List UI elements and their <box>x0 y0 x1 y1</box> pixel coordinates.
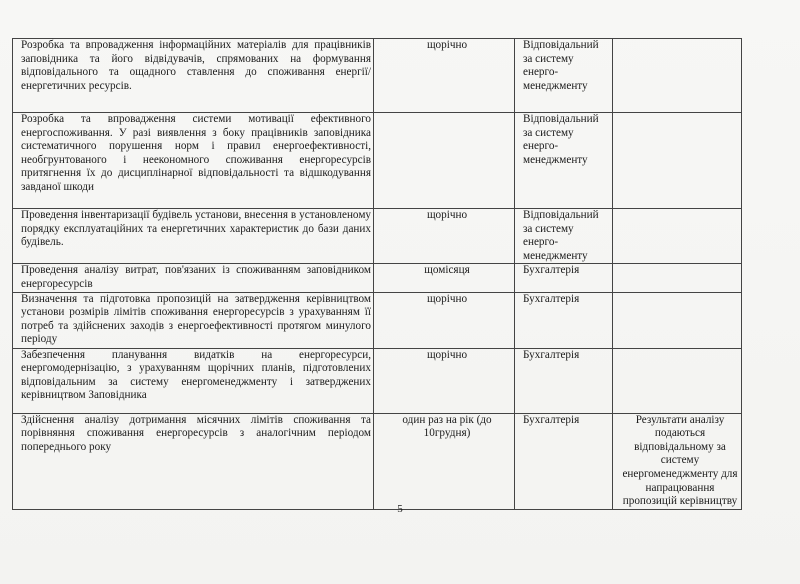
period-cell: щорічно <box>374 292 515 348</box>
responsible-cell: Відповідальний за систему енерго-менеджменту <box>515 39 613 113</box>
task-cell: Визначення та підготовка пропозицій на затвердження керівництвом установи розмірів лімітів споживання енергоресурсів з урахуванням її потреб та здійснених заходів з енергоефективності протягом минулого періоду <box>13 292 374 348</box>
table-row <box>13 264 742 292</box>
table-row <box>13 113 742 209</box>
period-cell: щорічно <box>374 348 515 413</box>
task-cell: Проведення інвентаризації будівель установи, внесення в установленому порядку експлуатаційних та енергетичних характеристик до бази даних будівель. <box>13 209 374 264</box>
responsible-cell: Відповідальний за систему енерго-менеджменту <box>515 113 613 209</box>
responsible-cell: Відповідальний за систему енерго-менеджменту <box>515 209 613 264</box>
table-row <box>13 292 742 348</box>
responsible-cell: Бухгалтерія <box>515 348 613 413</box>
result-cell <box>613 209 742 264</box>
task-cell: Проведення аналізу витрат, пов'язаних із споживанням заповідником енергоресурсів <box>13 264 374 292</box>
period-cell: щомісяця <box>374 264 515 292</box>
period-cell <box>374 113 515 209</box>
page-number: 5 <box>397 503 403 515</box>
table-row <box>13 209 742 264</box>
result-cell <box>613 348 742 413</box>
task-cell: Розробка та впровадження інформаційних матеріалів для працівників заповідника та його відвідувачів, спрямованих на формування відповідального та ощадного ставлення до споживання енергії/енергетичних ресурсів. <box>13 39 374 113</box>
result-cell <box>613 113 742 209</box>
table-row <box>13 413 742 509</box>
task-cell: Розробка та впровадження системи мотивації ефективного енергоспоживання. У разі виявлення з боку працівників заповідника систематичного порушення норм і правил енергоефективності, необгрунтованого і неекономного споживання енергоресурсів притягнення їх до дисциплінарної відповідальності та відшкодування завданої шкоди <box>13 113 374 209</box>
result-cell: Результати аналізу подаються відповідальному за систему енергоменеджменту для напрацювання пропозицій керівництву <box>613 413 742 509</box>
task-cell: Забезпечення планування видатків на енергоресурси, енергомодернізацію, з урахуванням щорічних планів, підготовлених відповідальним за систему енергоменеджменту і затверджених керівництвом Заповідника <box>13 348 374 413</box>
table-row <box>13 348 742 413</box>
responsible-cell: Бухгалтерія <box>515 413 613 509</box>
period-cell: щорічно <box>374 39 515 113</box>
period-cell: щорічно <box>374 209 515 264</box>
table-row <box>13 39 742 113</box>
measures-table <box>12 38 742 510</box>
period-cell: один раз на рік (до 10грудня) <box>374 413 515 509</box>
task-cell: Здійснення аналізу дотримання місячних лімітів споживання та порівняння споживання енергоресурсів з аналогічним періодом попереднього року <box>13 413 374 509</box>
result-cell <box>613 264 742 292</box>
result-cell <box>613 39 742 113</box>
responsible-cell: Бухгалтерія <box>515 292 613 348</box>
result-cell <box>613 292 742 348</box>
responsible-cell: Бухгалтерія <box>515 264 613 292</box>
